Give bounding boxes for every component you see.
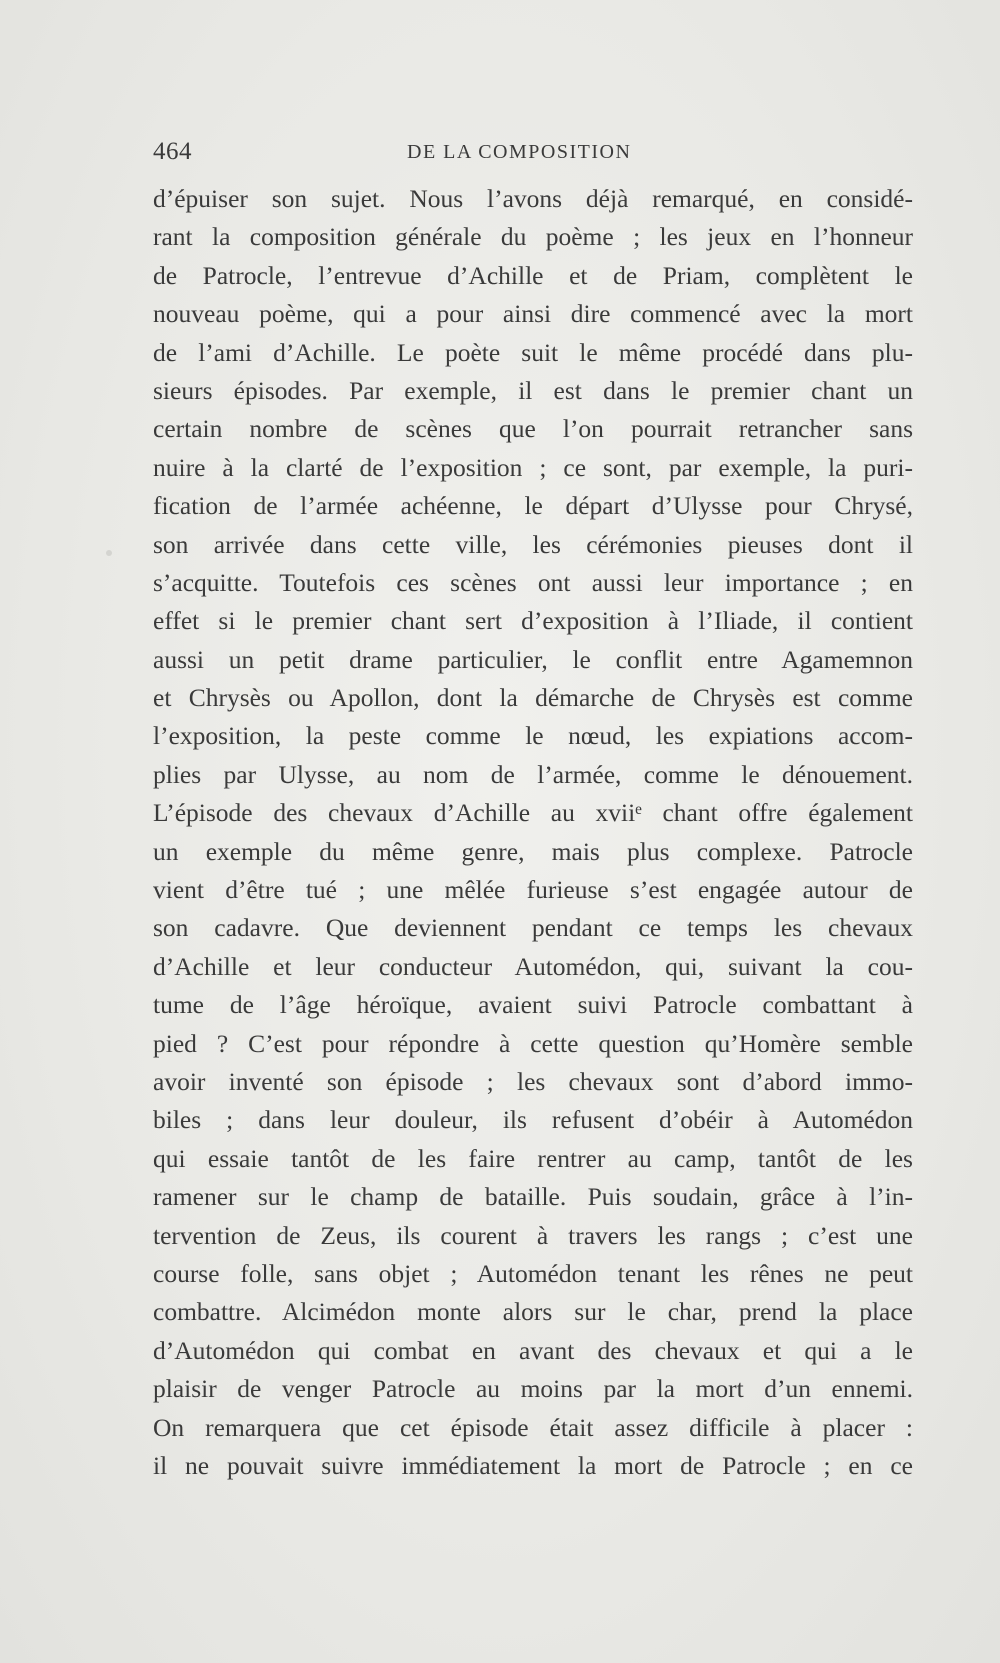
text-line: avoir inventé son épisode ; les chevaux sont d’abord immo- <box>153 1066 913 1096</box>
text-line: pied ? C’est pour répondre à cette question qu’Homère semble <box>153 1028 913 1058</box>
paper-speck <box>106 550 112 556</box>
body-text <box>153 180 913 1485</box>
text-line: nouveau poème, qui a pour ainsi dire commencé avec la mort <box>153 299 913 329</box>
text-line: On remarquera que cet épisode était assez difficile à placer : <box>153 1412 913 1442</box>
text-line: d’Achille et leur conducteur Automédon, qui, suivant la cou- <box>153 951 913 981</box>
text-line: son arrivée dans cette ville, les cérémonies pieuses dont il <box>153 529 913 559</box>
text-line: plies par Ulysse, au nom de l’armée, comme le dénouement. <box>153 759 913 789</box>
text-line: fication de l’armée achéenne, le départ d’Ulysse pour Chrysé, <box>153 491 913 521</box>
text-line: nuire à la clarté de l’exposition ; ce sont, par exemple, la puri- <box>153 452 913 482</box>
text-line: un exemple du même genre, mais plus complexe. Patrocle <box>153 836 913 866</box>
text-line: de Patrocle, l’entrevue d’Achille et de Priam, complètent le <box>153 260 913 290</box>
text-line: certain nombre de scènes que l’on pourrait retrancher sans <box>153 414 913 444</box>
text-line: rant la composition générale du poème ; les jeux en l’honneur <box>153 222 913 252</box>
page-number: 464 <box>153 138 192 165</box>
running-head <box>153 138 905 172</box>
text-line: biles ; dans leur douleur, ils refusent d’obéir à Automédon <box>153 1105 913 1135</box>
text-line: L’épisode des chevaux d’Achille au xviiᵉ chant offre également <box>153 798 913 828</box>
text-line: tume de l’âge héroïque, avaient suivi Patrocle combattant à <box>153 990 913 1020</box>
text-line: s’acquitte. Toutefois ces scènes ont aussi leur importance ; en <box>153 567 913 597</box>
text-line: effet si le premier chant sert d’exposition à l’Iliade, il contient <box>153 606 913 636</box>
text-line: combattre. Alcimédon monte alors sur le char, prend la place <box>153 1297 913 1327</box>
text-line: il ne pouvait suivre immédiatement la mort de Patrocle ; en ce <box>153 1450 913 1480</box>
text-line: son cadavre. Que deviennent pendant ce temps les chevaux <box>153 913 913 943</box>
text-line: course folle, sans objet ; Automédon tenant les rênes ne peut <box>153 1258 913 1288</box>
text-line: et Chrysès ou Apollon, dont la démarche de Chrysès est comme <box>153 683 913 713</box>
text-line: ramener sur le champ de bataille. Puis soudain, grâce à l’in- <box>153 1182 913 1212</box>
text-line: tervention de Zeus, ils courent à travers les rangs ; c’est une <box>153 1220 913 1250</box>
text-line: aussi un petit drame particulier, le conflit entre Agamemnon <box>153 644 913 674</box>
running-title: DE LA COMPOSITION <box>407 141 632 163</box>
text-line: qui essaie tantôt de les faire rentrer au camp, tantôt de les <box>153 1143 913 1173</box>
text-line: l’exposition, la peste comme le nœud, les expiations accom- <box>153 721 913 751</box>
text-line: sieurs épisodes. Par exemple, il est dans le premier chant un <box>153 375 913 405</box>
text-line: d’Automédon qui combat en avant des chevaux et qui a le <box>153 1335 913 1365</box>
text-line: d’épuiser son sujet. Nous l’avons déjà remarqué, en considé- <box>153 184 913 213</box>
text-line: plaisir de venger Patrocle au moins par la mort d’un ennemi. <box>153 1374 913 1404</box>
text-line: de l’ami d’Achille. Le poète suit le même procédé dans plu- <box>153 337 913 367</box>
text-line: vient d’être tué ; une mêlée furieuse s’est engagée autour de <box>153 875 913 905</box>
